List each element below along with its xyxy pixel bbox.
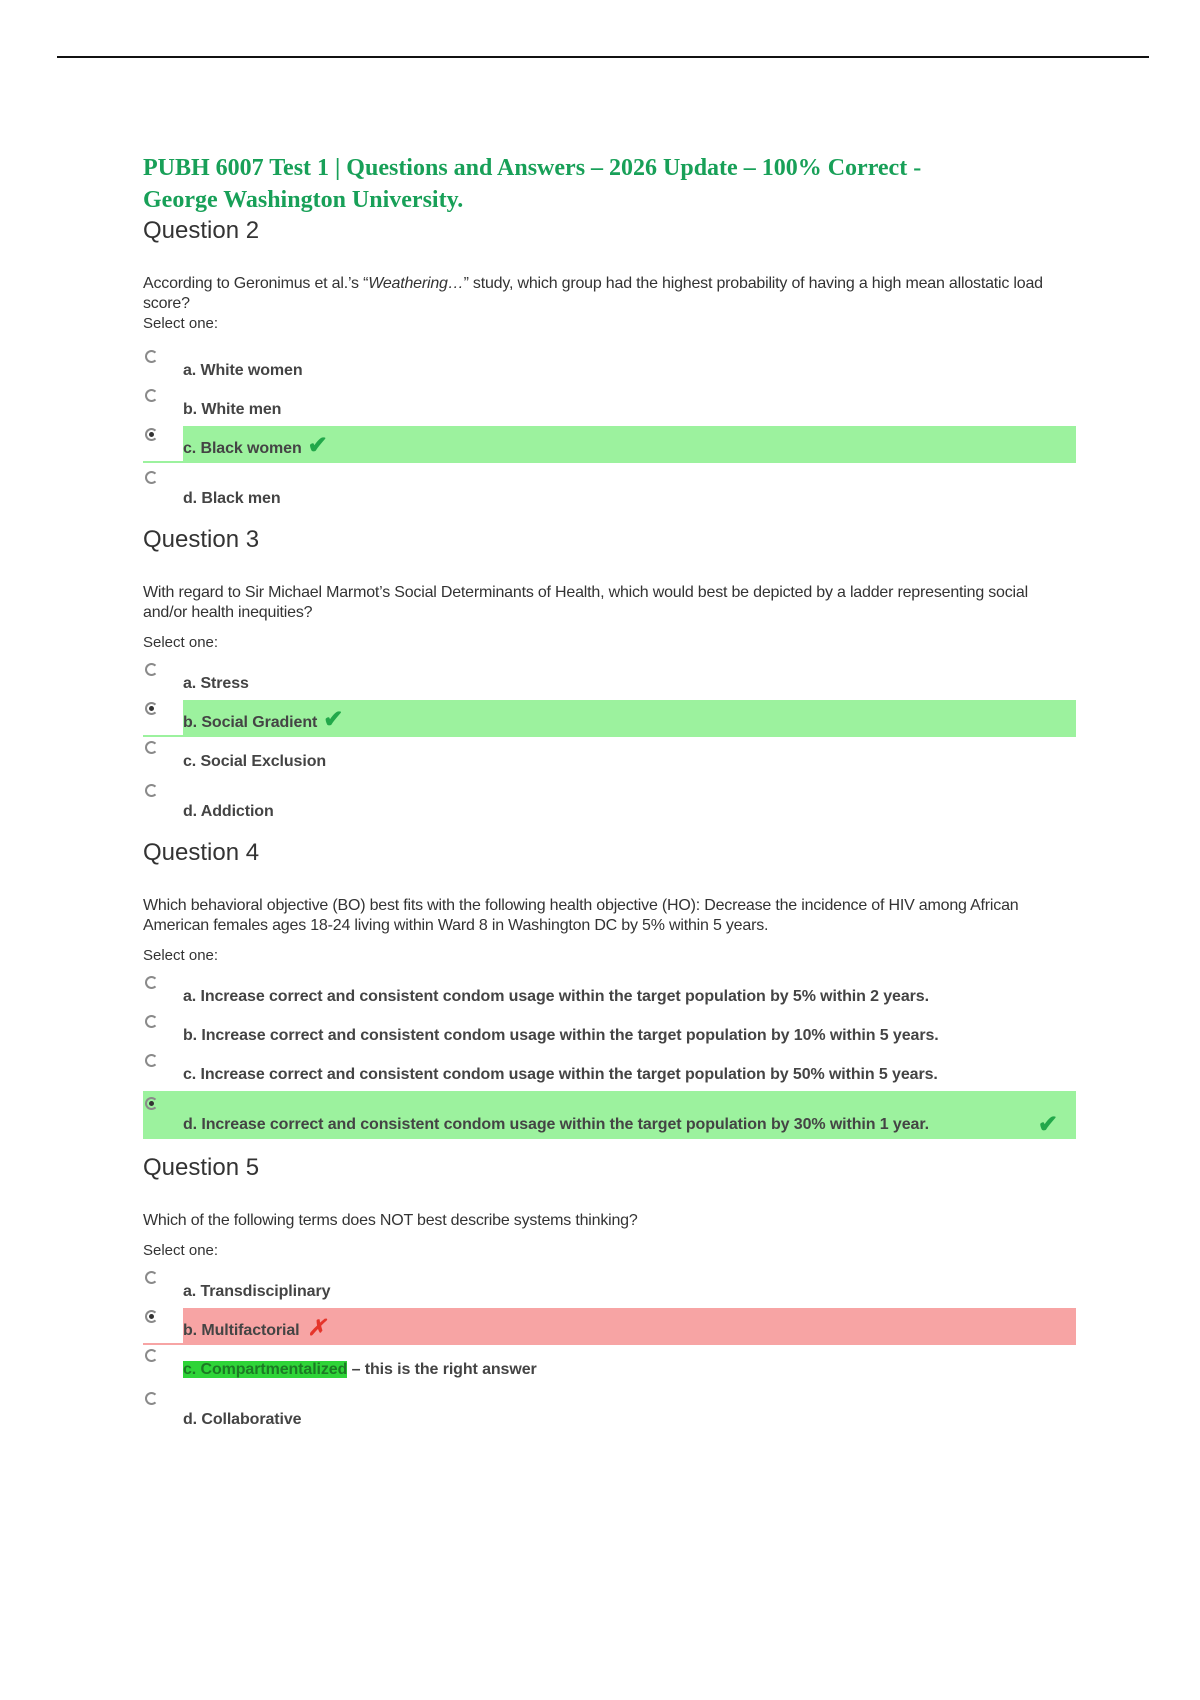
select-one-label: Select one: <box>143 315 219 332</box>
option-label: b. White men <box>183 401 282 418</box>
radio-button[interactable] <box>145 1349 158 1362</box>
question-text: According to Geronimus et al.’s “Weathering…” study, which group had the highest probability of having a high mean allostatic load score? <box>143 275 1043 312</box>
question-3 <box>143 525 1073 826</box>
document-title-line-2: George Washington University. <box>143 187 464 213</box>
radio-button[interactable] <box>145 1392 158 1405</box>
radio-button-selected[interactable] <box>145 428 158 441</box>
option-label: a. Stress <box>183 675 249 692</box>
option-label: b. Multifactorial <box>183 1322 300 1339</box>
option-label: a. White women <box>183 362 303 379</box>
option-b[interactable] <box>143 385 1073 424</box>
option-c[interactable] <box>143 1345 1073 1384</box>
option-d[interactable] <box>143 463 1073 513</box>
option-c[interactable] <box>143 737 1073 776</box>
question-text: Which of the following terms does NOT best describe systems thinking? <box>143 1212 638 1229</box>
radio-button[interactable] <box>145 976 158 989</box>
radio-button[interactable] <box>145 784 158 797</box>
select-one-label: Select one: <box>143 947 219 964</box>
question-heading: Question 3 <box>143 526 260 553</box>
radio-button[interactable] <box>145 1271 158 1284</box>
checkmark-icon: ✔ <box>307 432 328 459</box>
question-heading: Question 2 <box>143 217 260 244</box>
option-a[interactable] <box>143 346 1073 385</box>
option-b[interactable] <box>143 1306 1073 1345</box>
option-label: d. Collaborative <box>183 1411 302 1428</box>
option-label: a. Increase correct and consistent condom usage within the target population by 5% within 2 years. <box>183 988 929 1005</box>
document-content <box>143 152 1073 1434</box>
option-b[interactable] <box>143 698 1073 737</box>
option-a[interactable] <box>143 659 1073 698</box>
question-5 <box>143 1153 1073 1434</box>
option-label: b. Increase correct and consistent condom usage within the target population by 10% within 5 years. <box>183 1027 939 1044</box>
question-4 <box>143 838 1073 1139</box>
option-label: c. Increase correct and consistent condom usage within the target population by 50% within 5 years. <box>183 1066 938 1083</box>
cross-icon: ✗ <box>307 1315 326 1340</box>
option-label: a. Transdisciplinary <box>183 1283 331 1300</box>
top-rule <box>57 56 1149 58</box>
option-label: d. Addiction <box>183 803 274 820</box>
option-d[interactable] <box>143 776 1073 826</box>
option-d[interactable] <box>143 1384 1073 1434</box>
option-label: d. Increase correct and consistent condom usage within the target population by 30% within 1 year. <box>183 1116 929 1133</box>
select-one-label: Select one: <box>143 1242 219 1259</box>
select-one-label: Select one: <box>143 634 219 651</box>
option-c[interactable] <box>143 1050 1073 1089</box>
checkmark-icon: ✔ <box>1037 1111 1058 1138</box>
option-label: d. Black men <box>183 490 281 507</box>
radio-button[interactable] <box>145 1015 158 1028</box>
option-c[interactable] <box>143 424 1073 463</box>
radio-button[interactable] <box>145 1054 158 1067</box>
radio-button-selected[interactable] <box>145 702 158 715</box>
radio-button[interactable] <box>145 663 158 676</box>
option-label: c. Social Exclusion <box>183 753 327 770</box>
option-a[interactable] <box>143 1267 1073 1306</box>
option-d[interactable] <box>143 1089 1073 1139</box>
question-2 <box>143 216 1073 513</box>
question-text: Which behavioral objective (BO) best fits with the following health objective (HO): Decrease the incidence of HIV among African American females ages 18-24 living within Ward 8 in Washington DC by 5% within 5 years. <box>143 897 1019 934</box>
question-text: With regard to Sir Michael Marmot’s Social Determinants of Health, which would best be depicted by a ladder representing social and/or health inequities? <box>143 584 1028 621</box>
right-answer-note: – this is the right answer <box>351 1361 537 1378</box>
option-a[interactable] <box>143 972 1073 1011</box>
option-label: c. Black women <box>183 440 302 457</box>
question-heading: Question 4 <box>143 839 260 866</box>
option-label-row <box>183 432 328 459</box>
checkmark-icon: ✔ <box>323 706 344 733</box>
option-label: b. Social Gradient <box>183 714 318 731</box>
right-answer-highlight: c. Compartmentalized <box>183 1361 348 1378</box>
radio-button[interactable] <box>145 741 158 754</box>
radio-button-selected[interactable] <box>145 1097 158 1110</box>
radio-button[interactable] <box>145 471 158 484</box>
radio-button-selected[interactable] <box>145 1310 158 1323</box>
option-label-row <box>183 1360 537 1380</box>
document-title-line-1: PUBH 6007 Test 1 | Questions and Answers – 2026 Update – 100% Correct - <box>143 155 922 181</box>
option-label-row <box>183 706 344 733</box>
radio-button[interactable] <box>145 350 158 363</box>
option-label-row <box>183 1315 326 1341</box>
radio-button[interactable] <box>145 389 158 402</box>
option-b[interactable] <box>143 1011 1073 1050</box>
question-heading: Question 5 <box>143 1154 260 1181</box>
